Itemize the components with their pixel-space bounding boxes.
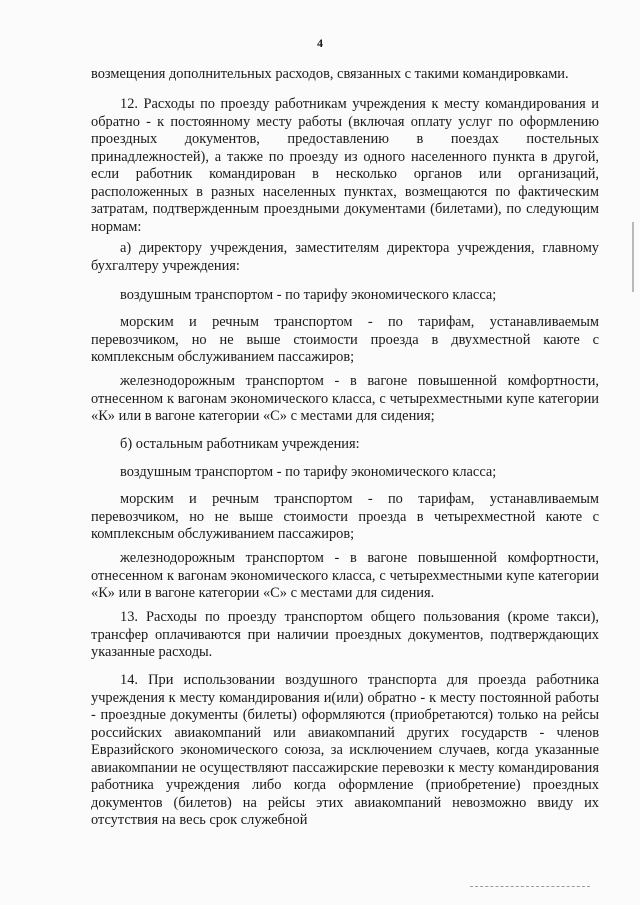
paragraph-12b: б) остальным работникам учреждения: <box>120 436 360 452</box>
scan-margin-mark <box>632 222 634 292</box>
paragraph-continuation: возмещения дополнительных расходов, связанных с такими командировками. <box>91 66 569 82</box>
paragraph-12a-sea: морским и речным транспортом - по тарифам, устанавливаемым перевозчиком, но не выше стоимости проезда в двухместной каюте с комплексным обслуживанием пассажиров; <box>91 314 599 365</box>
paragraph-14: 14. При использовании воздушного транспорта для проезда работника учреждения к месту командирования и(или) обратно - к месту постоянной работы - проездные документы (билеты) оформляются (приобретаются) только на рейсы российских авиакомпаний или авиакомпаний других государств - членов Евразийского экономического союза, за исключением случаев, когда указанные авиакомпании не осуществляют пассажирские перевозки к месту командирования работника учреждения либо когда оформление (приобретение) проездных документов (билетов) на рейсы этих авиакомпаний невозможно ввиду их отсутствия на весь срок служебной <box>91 672 599 828</box>
paragraph-12: 12. Расходы по проезду работникам учреждения к месту командирования и обратно - к постоянному месту работы (включая оплату услуг по оформлению проездных документов, предоставлению в поездах постельных принадлежностей), а также по проезду из одного населенного пункта в другой, если работник командирован в несколько органов или организаций, расположенных в разных населенных пунктах, возмещаются по фактическим затратам, подтвержденным проездными документами (билетами), по следующим нормам: <box>91 96 599 235</box>
scan-footer-dash <box>470 886 590 887</box>
paragraph-12b-sea: морским и речным транспортом - по тарифам, устанавливаемым перевозчиком, но не выше стоимости проезда в четырехместной каюте с комплексным обслуживанием пассажиров; <box>91 491 599 542</box>
paragraph-12b-rail: железнодорожным транспортом - в вагоне повышенной комфортности, отнесенном к вагонам экономического класса, с четырехместными купе категории «К» или в вагоне категории «С» с местами для сидения. <box>91 550 599 601</box>
paragraph-12a: а) директору учреждения, заместителям директора учреждения, главному бухгалтеру учреждения: <box>91 240 599 274</box>
page-number: 4 <box>317 36 323 50</box>
paragraph-12a-air: воздушным транспортом - по тарифу экономического класса; <box>120 287 497 303</box>
paragraph-12a-rail: железнодорожным транспортом - в вагоне повышенной комфортности, отнесенном к вагонам экономического класса, с четырехместными купе категории «К» или в вагоне категории «С» с местами для сидения; <box>91 373 599 424</box>
paragraph-12b-air: воздушным транспортом - по тарифу экономического класса; <box>120 464 497 480</box>
paragraph-13: 13. Расходы по проезду транспортом общего пользования (кроме такси), трансфер оплачиваются при наличии проездных документов, подтверждающих указанные расходы. <box>91 609 599 660</box>
